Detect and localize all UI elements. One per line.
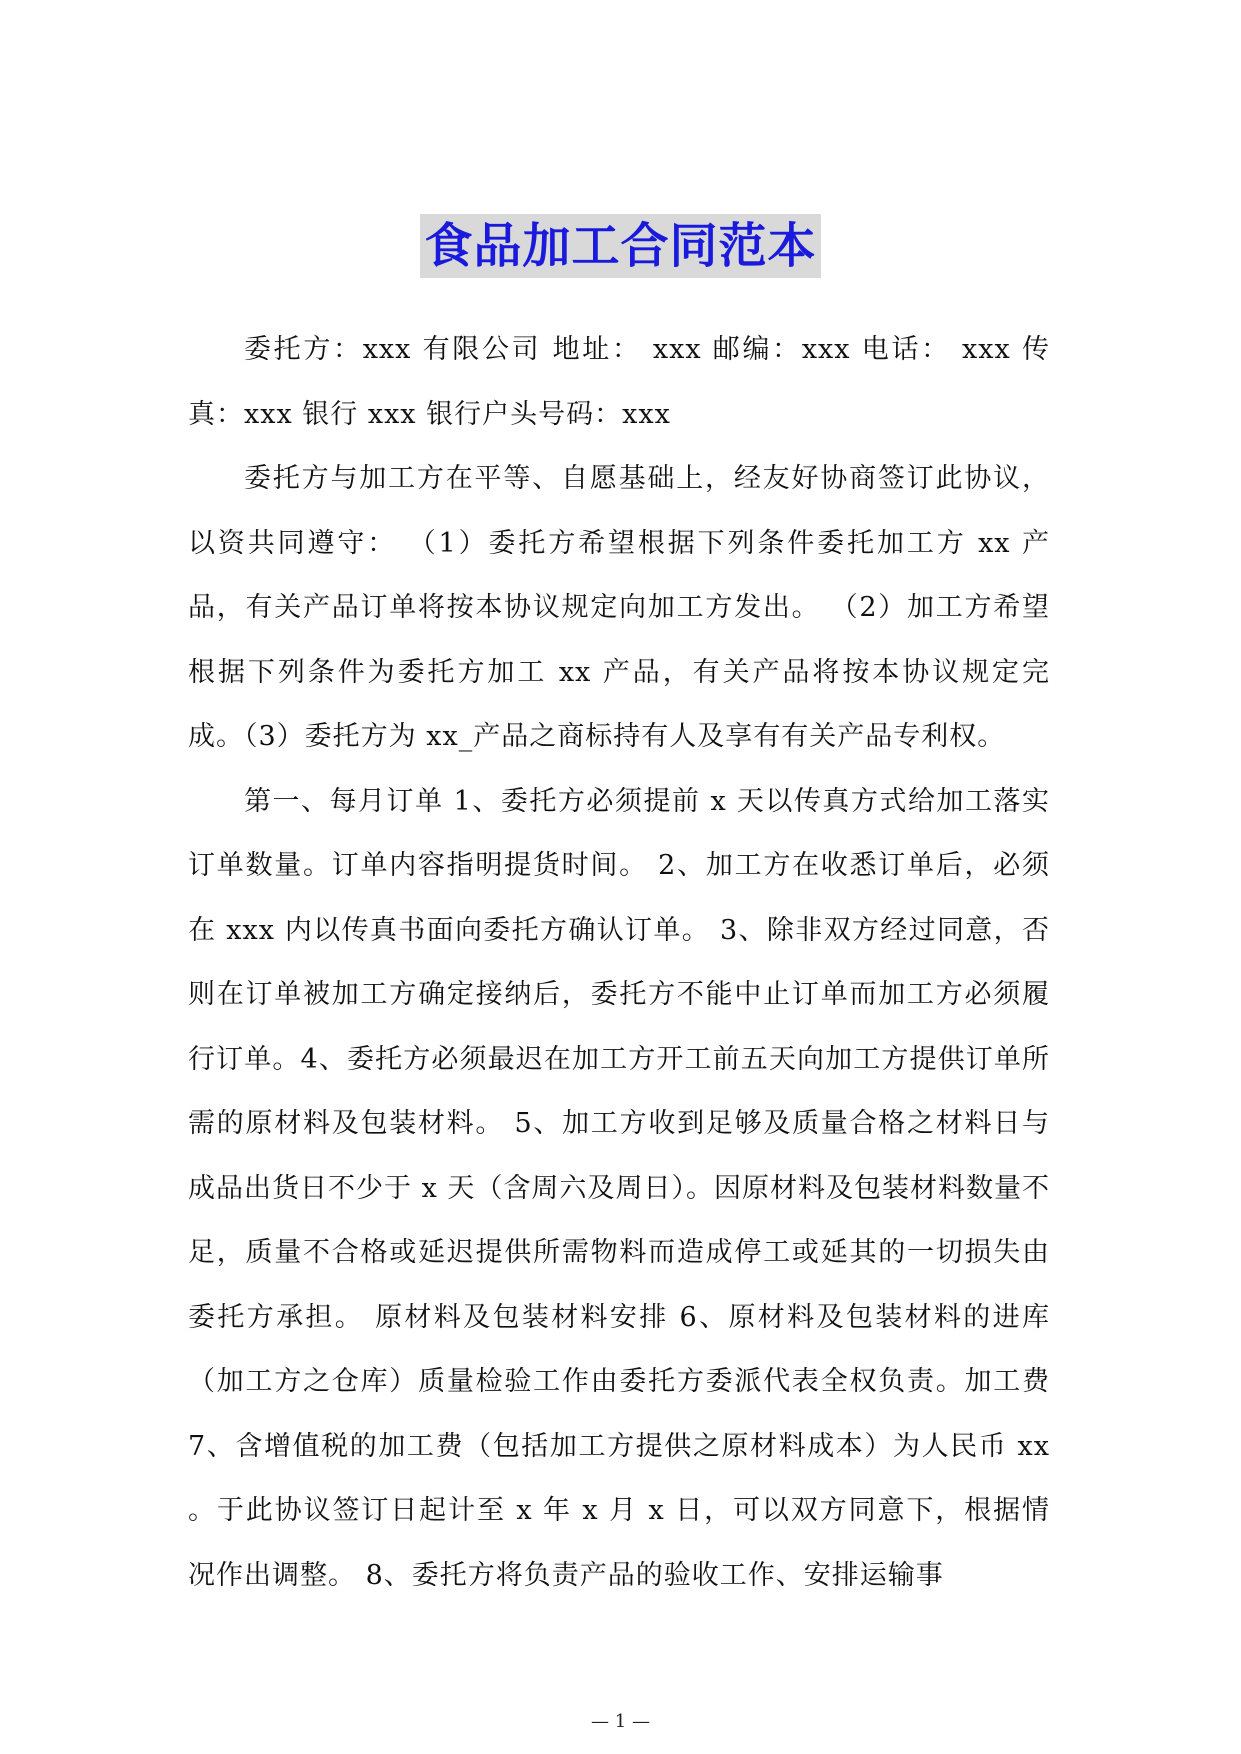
document-title: 食品加工合同范本 [420, 214, 820, 278]
title-container [0, 214, 1241, 278]
paragraph-preamble: 委托方与加工方在平等、自愿基础上，经友好协商签订此协议，以资共同遵守： （1）委托方希望根据下列条件委托加工方 xx 产品，有关产品订单将按本协议规定向加工方发出。 （2）加工方希望根据下列条件为委托方加工 xx 产品，有关产品将按本协议规定完成。（3）委托方为 xx_产品之商标持有人及享有有关产品专利权。 [188, 463, 1050, 752]
page-number: — 1 — [591, 1711, 650, 1732]
document-body [188, 318, 1050, 1608]
paragraph-parties: 委托方：xxx 有限公司 地址： xxx 邮编：xxx 电话： xxx 传真：xxx 银行 xxx 银行户头号码：xxx [188, 334, 1050, 430]
paragraph-orders: 第一、每月订单 1、委托方必须提前 x 天以传真方式给加工落实订单数量。订单内容指明提货时间。 2、加工方在收悉订单后，必须在 xxx 内以传真书面向委托方确认订单。 3、除非双方经过同意，否则在订单被加工方确定接纳后，委托方不能中止订单而加工方必须履行订单。4、委托方必须最迟在加工方开工前五天向加工方提供订单所需的原材料及包装材料。 5、加工方收到足够及质量合格之材料日与成品出货日不少于 x 天（含周六及周日）。因原材料及包装材料数量不足，质量不合格或延迟提供所需物料而造成停工或延其的一切损失由委托方承担。 原材料及包装材料安排 6、原材料及包装材料的进库（加工方之仓库）质量检验工作由委托方委派代表全权负责。加工费 7、含增值税的加工费（包括加工方提供之原材料成本）为人民币 xx 。于此协议签订日起计至 x 年 x 月 x 日，可以双方同意下，根据情况作出调整。 8、委托方将负责产品的验收工作、安排运输事 [188, 785, 1050, 1591]
